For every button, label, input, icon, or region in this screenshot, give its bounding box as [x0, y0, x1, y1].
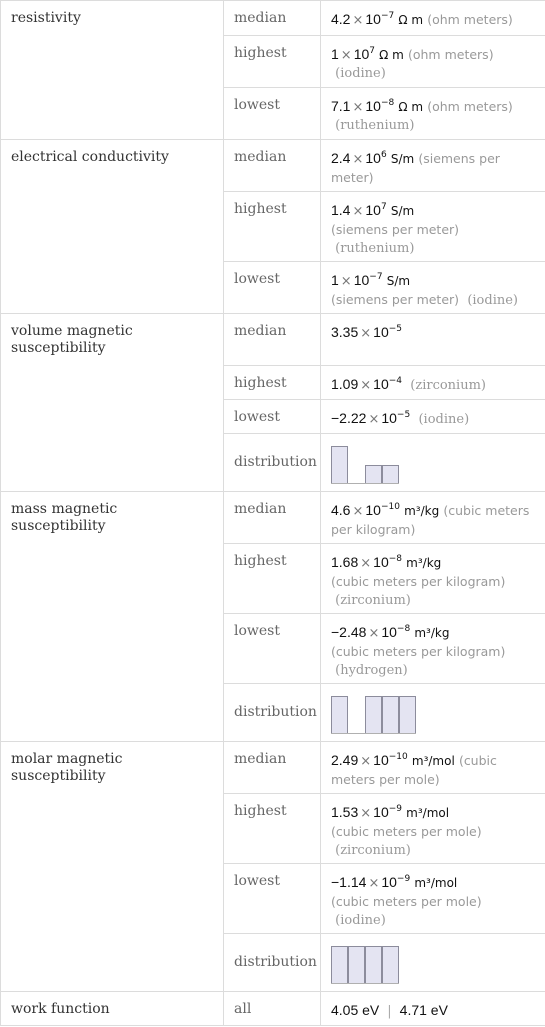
property-name-electrical-conductivity: electrical conductivity — [1, 140, 224, 314]
histogram-bar — [382, 946, 399, 984]
stat-label-highest: highest — [224, 544, 321, 614]
distribution-histogram — [331, 444, 531, 484]
value-cell — [321, 794, 545, 864]
stat-label-median: median — [224, 1, 321, 36]
value-cell — [321, 400, 545, 434]
unit-description: (siemens per meter) — [331, 292, 460, 307]
distribution-cell — [321, 684, 545, 742]
times-symbol: × — [360, 754, 372, 769]
histogram-bar — [348, 946, 365, 984]
base: 10 — [365, 11, 381, 27]
exponent: −5 — [396, 409, 411, 420]
stat-label-lowest: lowest — [224, 262, 321, 314]
unit-description: (cubic meters per kilogram) — [331, 503, 530, 537]
unit-description: (ohm meters) — [407, 47, 494, 62]
exponent: −9 — [388, 803, 403, 814]
property-name-mass-magnetic-susceptibility: mass magnetic susceptibility — [1, 492, 224, 742]
stat-label-lowest: lowest — [224, 864, 321, 934]
value-cell — [321, 992, 545, 1026]
stat-label-median: median — [224, 314, 321, 366]
value-separator: | — [387, 1004, 392, 1019]
histogram-bar — [365, 946, 382, 984]
times-symbol: × — [352, 152, 364, 167]
times-symbol: × — [360, 326, 372, 341]
element-name: (zirconium) — [335, 593, 411, 608]
distribution-cell — [321, 934, 545, 992]
unit: m³/mol — [414, 876, 458, 890]
value-cell — [321, 742, 545, 794]
mantissa: 1.53 — [331, 804, 359, 820]
histogram-bar — [331, 446, 348, 484]
base: 10 — [373, 376, 389, 392]
exponent: −7 — [369, 271, 383, 282]
unit-description: (siemens per meter) — [331, 222, 460, 237]
times-symbol: × — [368, 626, 380, 641]
base: 10 — [365, 98, 381, 114]
element-name: (hydrogen) — [335, 663, 408, 678]
unit: m³/mol — [406, 806, 450, 820]
value-cell — [321, 614, 545, 684]
mantissa: 1.4 — [331, 202, 351, 218]
value-cell — [321, 864, 545, 934]
histogram-baseline — [331, 733, 416, 734]
histogram-bar — [365, 696, 382, 734]
stat-label-highest: highest — [224, 366, 321, 400]
exponent: −7 — [380, 10, 395, 21]
stat-label-highest: highest — [224, 36, 321, 88]
times-symbol: × — [352, 504, 364, 519]
unit: S/m — [390, 204, 415, 218]
times-symbol: × — [360, 806, 372, 821]
property-name-volume-magnetic-susceptibility: volume magnetic susceptibility — [1, 314, 224, 492]
mantissa: 1.09 — [331, 376, 359, 392]
mantissa: −1.14 — [331, 874, 367, 890]
exponent: −4 — [388, 375, 403, 386]
base: 10 — [373, 804, 389, 820]
histogram-bar — [382, 696, 399, 734]
unit-description: (cubic meters per mole) — [331, 894, 482, 909]
unit: S/m — [390, 152, 415, 166]
histogram-bar — [365, 465, 382, 484]
times-symbol: × — [360, 556, 372, 571]
mantissa: −2.22 — [331, 410, 367, 426]
element-name: (zirconium) — [410, 378, 486, 393]
times-symbol: × — [368, 412, 380, 427]
element-name: (ruthenium) — [335, 118, 415, 133]
unit-description: (ohm meters) — [427, 12, 513, 27]
histogram-bar — [399, 696, 416, 734]
mantissa: 3.35 — [331, 324, 359, 340]
histogram-bar — [331, 946, 348, 984]
exponent: 7 — [380, 201, 387, 212]
base: 10 — [365, 150, 381, 166]
base: 10 — [373, 324, 389, 340]
unit-description: (ohm meters) — [427, 99, 513, 114]
histogram-bar — [382, 465, 399, 484]
value-cell — [321, 88, 545, 140]
unit: m³/kg — [414, 626, 450, 640]
exponent: −10 — [380, 501, 400, 512]
times-symbol: × — [360, 378, 372, 393]
exponent: −8 — [380, 97, 395, 108]
element-name: (iodine) — [467, 293, 518, 308]
exponent: 7 — [369, 45, 376, 56]
unit-description: (cubic meters per kilogram) — [331, 574, 506, 589]
times-symbol: × — [352, 204, 364, 219]
base: 10 — [381, 410, 397, 426]
value-cell — [321, 544, 545, 614]
base: 10 — [365, 502, 381, 518]
unit-description: (cubic meters per kilogram) — [331, 644, 506, 659]
mantissa: 7.1 — [331, 98, 351, 114]
unit: m³/kg — [404, 504, 440, 518]
unit: Ω m — [398, 13, 424, 27]
mantissa: 1 — [331, 272, 339, 288]
value-cell — [321, 140, 545, 192]
unit: m³/mol — [411, 754, 455, 768]
element-name: (iodine) — [335, 913, 386, 928]
stat-label-lowest: lowest — [224, 614, 321, 684]
times-symbol: × — [352, 100, 364, 115]
distribution-histogram — [331, 944, 531, 984]
mantissa: −2.48 — [331, 624, 367, 640]
mantissa: 2.4 — [331, 150, 351, 166]
value-cell — [321, 36, 545, 88]
mantissa: 4.2 — [331, 11, 351, 27]
unit: S/m — [386, 274, 411, 288]
stat-label-distribution: distribution — [224, 684, 321, 742]
stat-label-median: median — [224, 742, 321, 794]
base: 10 — [353, 272, 370, 288]
base: 10 — [381, 624, 397, 640]
stat-label-all: all — [224, 992, 321, 1026]
stat-label-lowest: lowest — [224, 88, 321, 140]
stat-label-distribution: distribution — [224, 434, 321, 492]
unit-description: (siemens per meter) — [331, 151, 500, 185]
property-name-work-function: work function — [1, 992, 224, 1026]
times-symbol: × — [352, 13, 364, 28]
histogram-baseline — [331, 983, 399, 984]
unit-description: (cubic meters per mole) — [331, 753, 497, 787]
stat-label-highest: highest — [224, 794, 321, 864]
element-name: (ruthenium) — [335, 241, 415, 256]
unit: m³/kg — [406, 556, 442, 570]
distribution-cell — [321, 434, 545, 492]
base: 10 — [373, 752, 389, 768]
work-function-value: 4.05 eV — [331, 1002, 380, 1018]
value-cell — [321, 366, 545, 400]
histogram-bar — [331, 696, 348, 734]
mantissa: 1.68 — [331, 554, 359, 570]
property-name-resistivity: resistivity — [1, 1, 224, 140]
exponent: −9 — [396, 873, 411, 884]
unit: Ω m — [379, 48, 404, 62]
stat-label-median: median — [224, 140, 321, 192]
stat-label-distribution: distribution — [224, 934, 321, 992]
distribution-histogram — [331, 694, 531, 734]
base: 10 — [353, 46, 370, 62]
stat-label-highest: highest — [224, 192, 321, 262]
exponent: −10 — [388, 751, 408, 762]
element-name: (zirconium) — [335, 843, 411, 858]
element-name: (iodine) — [335, 66, 386, 81]
unit-description: (cubic meters per mole) — [331, 824, 482, 839]
times-symbol: × — [340, 48, 352, 63]
value-cell — [321, 314, 545, 366]
base: 10 — [365, 202, 381, 218]
stat-label-lowest: lowest — [224, 400, 321, 434]
times-symbol: × — [340, 274, 352, 289]
property-name-molar-magnetic-susceptibility: molar magnetic susceptibility — [1, 742, 224, 992]
work-function-value: 4.71 eV — [399, 1002, 448, 1018]
mantissa: 2.49 — [331, 752, 359, 768]
value-cell — [321, 262, 545, 314]
exponent: 6 — [380, 149, 387, 160]
value-cell — [321, 1, 545, 36]
exponent: −5 — [388, 323, 403, 334]
base: 10 — [381, 874, 397, 890]
value-cell — [321, 492, 545, 544]
exponent: −8 — [396, 623, 411, 634]
exponent: −8 — [388, 553, 403, 564]
value-cell — [321, 192, 545, 262]
unit: Ω m — [398, 100, 424, 114]
base: 10 — [373, 554, 389, 570]
times-symbol: × — [368, 876, 380, 891]
stat-label-median: median — [224, 492, 321, 544]
element-name: (iodine) — [418, 412, 470, 427]
mantissa: 1 — [331, 46, 339, 62]
mantissa: 4.6 — [331, 502, 351, 518]
histogram-baseline — [331, 483, 399, 484]
